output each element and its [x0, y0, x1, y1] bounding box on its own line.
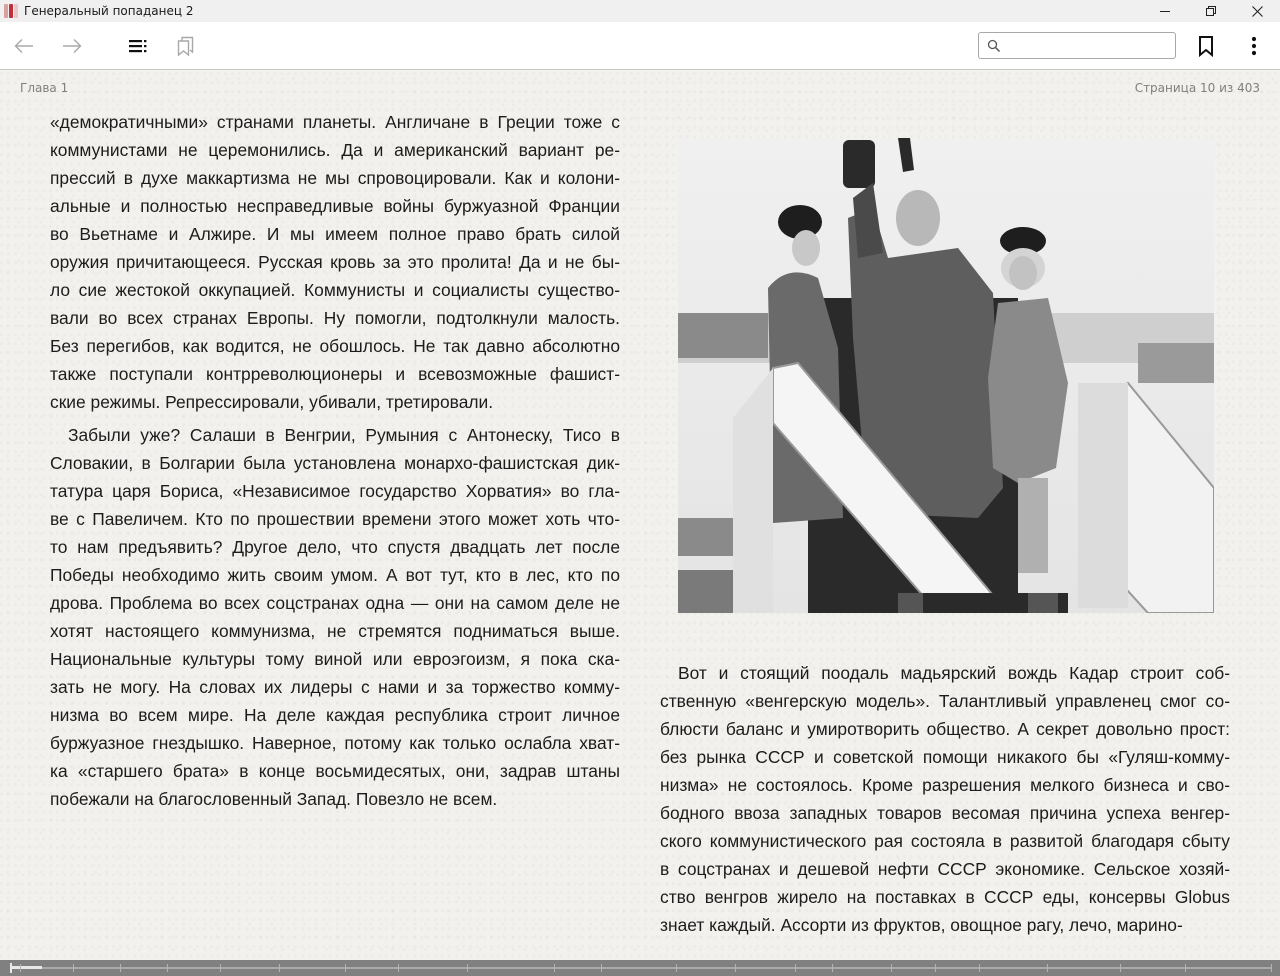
chapter-tick[interactable] — [935, 964, 936, 972]
bookmark-button[interactable] — [1194, 34, 1218, 58]
text-line: в соцстранах и дешевой нефти СССР экономике. Сельское хозяй- — [660, 859, 1230, 879]
photo-illustration — [678, 138, 1214, 613]
text-line: хотят настоящего коммунизма, не стремятся подниматься выше. — [50, 621, 620, 641]
chapter-tick[interactable] — [167, 964, 168, 972]
book-icon — [4, 4, 20, 18]
left-text-column — [50, 108, 620, 813]
paragraph — [50, 108, 620, 416]
text-line: Национальные культуры тому виной или евроэгоизм, я пока ска- — [50, 649, 620, 669]
reading-progress-bar[interactable] — [0, 960, 1280, 976]
chapter-tick[interactable] — [1120, 964, 1121, 972]
text-line: Без перегибов, как водится, не обошлось. Не так давно абсолютно — [50, 336, 620, 356]
chapter-tick[interactable] — [279, 964, 280, 972]
chapter-tick[interactable] — [398, 964, 399, 972]
minimize-button[interactable] — [1142, 0, 1188, 22]
text-line: альные и полностью несправедливые войны буржуазной Франции — [50, 196, 620, 216]
chapter-tick[interactable] — [554, 964, 555, 972]
chapter-tick[interactable] — [220, 964, 221, 972]
text-line: Забыли уже? Салаши в Венгрии, Румыния с Антонеску, Тисо в — [68, 425, 620, 445]
text-line: ве с Павеличем. Кто по прошествии времени этого может хоть что- — [50, 509, 620, 529]
chapter-tick[interactable] — [676, 964, 677, 972]
text-line: «демократичными» странами планеты. Англичане в Греции тоже с — [50, 112, 620, 132]
search-icon — [987, 39, 1001, 53]
bookmarks-list-icon — [176, 35, 196, 57]
text-line: то нам предъявить? Другое дело, что спустя двадцать лет после — [50, 537, 620, 557]
chapter-tick[interactable] — [345, 964, 346, 972]
progress-track[interactable] — [11, 967, 1271, 969]
chapter-label: Глава 1 — [20, 81, 69, 95]
text-line: Победы необходимо жить своим умом. А вот тут, кто в лес, кто по — [50, 565, 620, 585]
title-bar — [0, 0, 1280, 22]
search-input[interactable] — [1005, 35, 1175, 57]
text-line: знает каждый. Ассорти из фруктов, овощное рагу, лечо, марино- — [660, 915, 1183, 935]
text-line: также поступали контрреволюционеры и всевозможные фашист- — [50, 364, 620, 384]
minimize-icon — [1160, 6, 1170, 16]
paragraph — [50, 421, 620, 813]
chapter-tick[interactable] — [1185, 964, 1186, 972]
text-line: ство венгров жирело на поставках в СССР еды, консервы Globus — [660, 887, 1230, 907]
reader-page[interactable] — [0, 71, 1280, 960]
more-vertical-icon — [1251, 36, 1257, 56]
chapter-tick[interactable] — [1047, 964, 1048, 972]
chapter-tick[interactable] — [735, 964, 736, 972]
text-line: низма во всем мире. На деле каждая республика строит личное — [50, 705, 620, 725]
text-line: дрова. Проблема во всех соцстранах одна — они на самом деле не — [50, 593, 620, 613]
chapter-tick[interactable] — [20, 964, 21, 972]
text-line: ственную «венгерскую модель». Талантливый управленец смог со- — [660, 691, 1230, 711]
window-title: Генеральный попаданец 2 — [24, 4, 194, 18]
toolbar — [0, 22, 1280, 70]
restore-button[interactable] — [1188, 0, 1234, 22]
text-line: без рынка СССР и советской помощи никакого бы «Гуляш-комму- — [660, 747, 1230, 767]
text-line: татура царя Бориса, «Независимое государство Хорватия» во гла- — [50, 481, 620, 501]
progress-start-marker — [10, 963, 12, 973]
forward-button[interactable] — [60, 34, 84, 58]
text-line: оружия причитающееся. Русская кровь за это пролита! Да и не бы- — [50, 252, 620, 272]
page-indicator: Страница 10 из 403 — [1134, 81, 1260, 95]
chapter-tick[interactable] — [832, 964, 833, 972]
table-of-contents-icon — [128, 38, 148, 54]
chapter-tick[interactable] — [1271, 964, 1272, 972]
progress-fill — [11, 966, 42, 969]
chapter-tick[interactable] — [979, 964, 980, 972]
chapter-tick[interactable] — [73, 964, 74, 972]
close-icon — [1252, 6, 1263, 17]
text-line: бодного ввоза западных товаров весомая причина успеха венгер- — [660, 803, 1230, 823]
search-field[interactable] — [978, 32, 1176, 59]
chapter-tick[interactable] — [891, 964, 892, 972]
chapter-tick[interactable] — [467, 964, 468, 972]
bookmarks-list-button[interactable] — [174, 34, 198, 58]
text-line: ские режимы. Репрессировали, убивали, третировали. — [50, 392, 494, 412]
more-menu-button[interactable] — [1242, 34, 1266, 58]
text-line: Словакии, в Болгарии была установлена монархо-фашистская дик- — [50, 453, 620, 473]
text-line: прессий в духе маккартизма не мы спровоцировали. Как и колони- — [50, 168, 620, 188]
arrow-left-icon — [14, 38, 34, 54]
text-line: зать не могу. На словах их лидеры с нами и за торжество комму- — [50, 677, 620, 697]
back-button[interactable] — [12, 34, 36, 58]
text-line: во Вьетнаме и Алжире. И мы имеем полное право брать силой — [50, 224, 620, 244]
chapter-tick[interactable] — [120, 964, 121, 972]
bookmark-icon — [1197, 35, 1215, 57]
table-of-contents-button[interactable] — [126, 34, 150, 58]
right-text-column — [660, 659, 1230, 939]
text-line: вали во всех странах Европы. Ну помогли, подтолкнули малость. — [50, 308, 620, 328]
restore-icon — [1206, 6, 1216, 16]
text-line: буржуазное гнездышко. Наверное, потому как только ослабла хват- — [50, 733, 620, 753]
close-button[interactable] — [1234, 0, 1280, 22]
text-line: низма» не состоялось. Кроме разрешения мелкого бизнеса и сво- — [660, 775, 1230, 795]
text-line: блюсти баланс и умиротворить общество. А секрет довольно прост: — [660, 719, 1230, 739]
text-line: ло сие жестокой оккупацией. Коммунисты и социалисты существо- — [50, 280, 620, 300]
paragraph — [660, 659, 1230, 939]
text-line: побежали на благословенный Запад. Повезло не всем. — [50, 789, 498, 809]
chapter-tick[interactable] — [601, 964, 602, 972]
text-line: коммунистами не церемонились. Да и американский вариант ре- — [50, 140, 620, 160]
text-line: ка «старшего брата» в конце восьмидесятых, они, задрав штаны — [50, 761, 620, 781]
text-line: ского коммунистического рая состояла в развитой благодаря сбыту — [660, 831, 1230, 851]
arrow-right-icon — [62, 38, 82, 54]
text-line: Вот и стоящий поодаль мадьярский вождь Кадар строит соб- — [678, 663, 1230, 683]
chapter-tick[interactable] — [795, 964, 796, 972]
